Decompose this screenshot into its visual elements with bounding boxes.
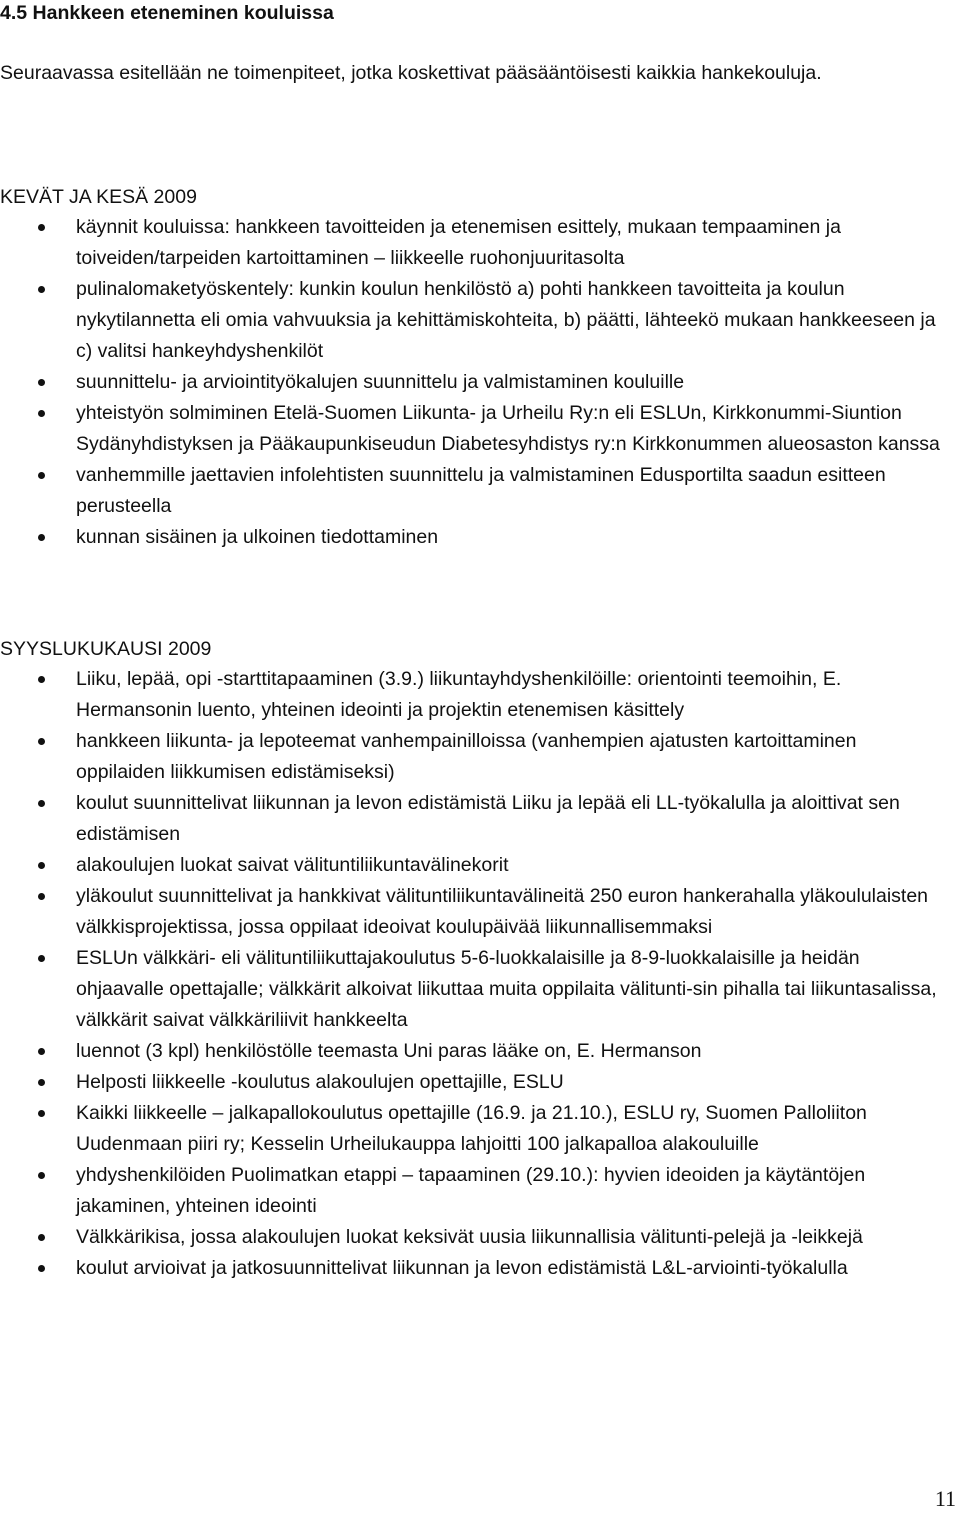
- page-number: 11: [934, 1486, 956, 1511]
- list-item: luennot (3 kpl) henkilöstölle teemasta Uni paras lääke on, E. Hermanson: [0, 1036, 950, 1067]
- list-item: yläkoulut suunnittelivat ja hankkivat välituntiliikuntavälineitä 250 euron hankerahalla yläkoululaisten välkkisprojektissa, jossa oppilaat ideoivat koulupäivää liikunnallisemmaksi: [0, 881, 950, 943]
- list-item: Helposti liikkeelle -koulutus alakoulujen opettajille, ESLU: [0, 1067, 950, 1098]
- list-item: Liiku, lepää, opi -starttitapaaminen (3.9.) liikuntayhdyshenkilöille: orientointi teemoihin, E. Hermansonin luento, yhteinen ideointi ja projektin etenemisen käsittely: [0, 664, 950, 726]
- list-item: vanhemmille jaettavien infolehtisten suunnittelu ja valmistaminen Edusportilta saadun esitteen perusteella: [0, 460, 950, 522]
- list-item: yhteistyön solmiminen Etelä-Suomen Liikunta- ja Urheilu Ry:n eli ESLUn, Kirkkonummi-Siuntion Sydänyhdistyksen ja Pääkaupunkiseudun Diabetesyhdistys ry:n Kirkkonummen alueosaston kanssa: [0, 398, 950, 460]
- section-title-spring: KEVÄT JA KESÄ 2009: [0, 186, 197, 208]
- list-item: koulut suunnittelivat liikunnan ja levon edistämistä Liiku ja lepää eli LL-työkalulla ja aloittivat sen edistämisen: [0, 788, 950, 850]
- list-item: hankkeen liikunta- ja lepoteemat vanhempainilloissa (vanhempien ajatusten kartoittaminen oppilaiden liikkumisen edistämiseksi): [0, 726, 950, 788]
- autumn-activity-list: [0, 664, 950, 1284]
- section-title-autumn: SYYSLUKUKAUSI 2009: [0, 638, 212, 660]
- list-item: pulinalomaketyöskentely: kunkin koulun henkilöstö a) pohti hankkeen tavoitteita ja koulun nykytilannetta eli omia vahvuuksia ja kehittämiskohteita, b) päätti, lähteekö mukaan hankkeeseen ja c) valitsi hankeyhdyshenkilöt: [0, 274, 950, 367]
- spring-activity-list: [0, 212, 950, 553]
- list-item: käynnit kouluissa: hankkeen tavoitteiden ja etenemisen esittely, mukaan tempaaminen ja toiveiden/tarpeiden kartoittaminen – liikkeelle ruohonjuuritasolta: [0, 212, 950, 274]
- list-item: alakoulujen luokat saivat välituntiliikuntavälinekorit: [0, 850, 950, 881]
- list-item: kunnan sisäinen ja ulkoinen tiedottaminen: [0, 522, 950, 553]
- section-heading: 4.5 Hankkeen eteneminen kouluissa: [0, 2, 334, 24]
- list-item: ESLUn välkkäri- eli välituntiliikuttajakoulutus 5-6-luokkalaisille ja 8-9-luokkalaisille ja heidän ohjaavalle opettajalle; välkkärit alkoivat liikuttaa muita oppilaita välitunti-sin pihalla tai liikuntasalissa, välkkärit saivat välkkäriliivit hankkeelta: [0, 943, 950, 1036]
- list-item: suunnittelu- ja arviointityökalujen suunnittelu ja valmistaminen kouluille: [0, 367, 950, 398]
- list-item: yhdyshenkilöiden Puolimatkan etappi – tapaaminen (29.10.): hyvien ideoiden ja käytäntöjen jakaminen, yhteinen ideointi: [0, 1160, 950, 1222]
- intro-paragraph: Seuraavassa esitellään ne toimenpiteet, jotka koskettivat pääsääntöisesti kaikkia hankekouluja.: [0, 62, 822, 84]
- list-item: Välkkärikisa, jossa alakoulujen luokat keksivät uusia liikunnallisia välitunti-pelejä ja -leikkejä: [0, 1222, 950, 1253]
- list-item: Kaikki liikkeelle – jalkapallokoulutus opettajille (16.9. ja 21.10.), ESLU ry, Suomen Palloliiton Uudenmaan piiri ry; Kesselin Urheilukauppa lahjoitti 100 jalkapalloa alakouluille: [0, 1098, 950, 1160]
- list-item: koulut arvioivat ja jatkosuunnittelivat liikunnan ja levon edistämistä L&L-arviointi-työkalulla: [0, 1253, 950, 1284]
